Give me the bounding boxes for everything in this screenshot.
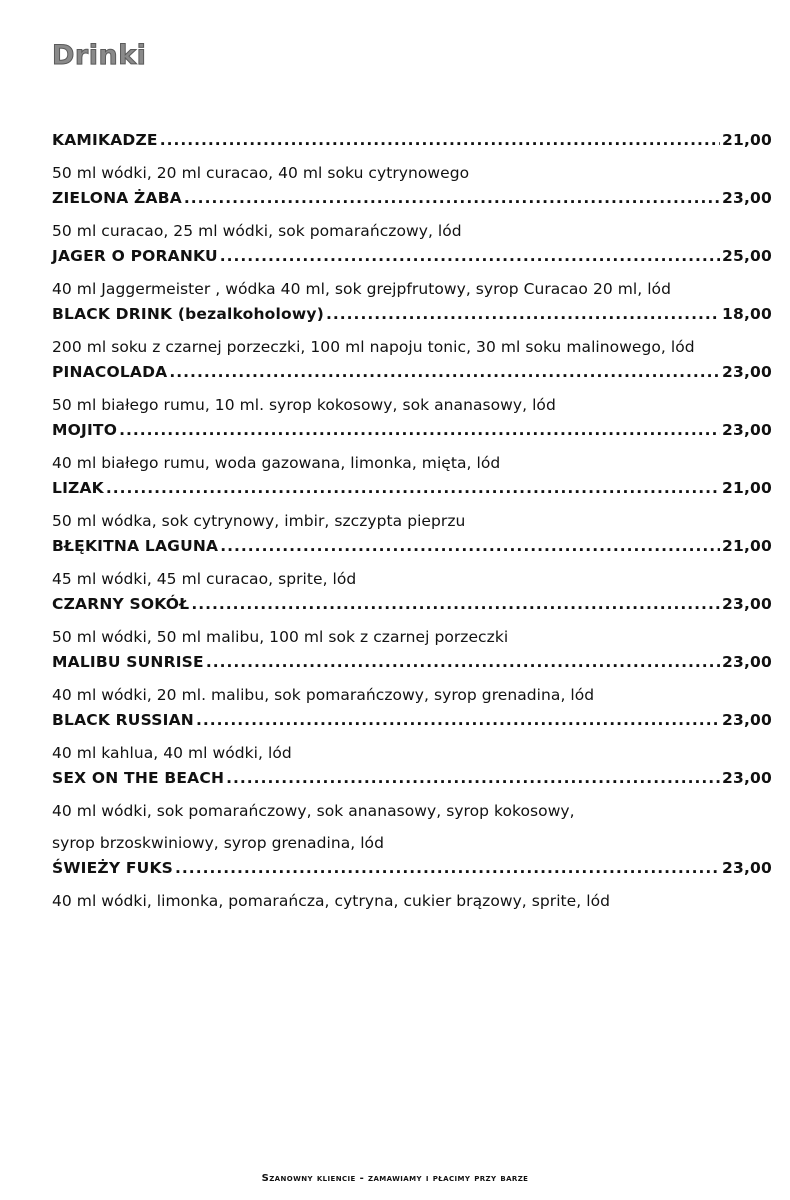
drink-name: SEX ON THE BEACH — [52, 769, 225, 787]
dot-leader — [196, 711, 720, 729]
menu-item-header — [52, 363, 772, 389]
drink-name: PINACOLADA — [52, 363, 168, 381]
dot-leader — [220, 537, 720, 555]
drink-price: 25,00 — [721, 247, 772, 265]
menu-item-header — [52, 247, 772, 273]
drink-name: CZARNY SOKÓŁ — [52, 595, 190, 613]
drink-price: 23,00 — [721, 595, 772, 613]
footer-notice: Szanowny kliencie - zamawiamy i płacimy przy barze — [261, 1173, 529, 1184]
drink-name: BLACK RUSSIAN — [52, 711, 194, 729]
menu-item — [52, 305, 772, 363]
menu-item — [52, 247, 772, 305]
dot-leader — [191, 595, 720, 613]
dot-leader — [106, 479, 720, 497]
menu-item — [52, 131, 772, 189]
drink-ingredients: 40 ml wódki, sok pomarańczowy, sok ananasowy, syrop kokosowy, — [52, 802, 575, 820]
drink-name: MOJITO — [52, 421, 118, 439]
dot-leader — [169, 363, 720, 381]
drink-ingredients: 50 ml białego rumu, 10 ml. syrop kokosowy, sok ananasowy, lód — [52, 396, 556, 414]
menu-item-header — [52, 711, 772, 737]
dot-leader — [160, 131, 720, 149]
drink-price: 18,00 — [721, 305, 772, 323]
menu-item-header — [52, 537, 772, 563]
drink-price: 21,00 — [721, 479, 772, 497]
drink-ingredients: 40 ml wódki, 20 ml. malibu, sok pomarańczowy, syrop grenadina, lód — [52, 686, 595, 704]
dot-leader — [184, 189, 720, 207]
menu-item-header — [52, 859, 772, 885]
drink-name: KAMIKADZE — [52, 131, 158, 149]
menu-item-header — [52, 769, 772, 795]
drink-price: 23,00 — [721, 711, 772, 729]
menu-item — [52, 363, 772, 421]
drink-name: BŁĘKITNA LAGUNA — [52, 537, 219, 555]
drink-price: 23,00 — [721, 769, 772, 787]
drink-ingredients: 40 ml białego rumu, woda gazowana, limonka, mięta, lód — [52, 454, 501, 472]
drink-ingredients: 50 ml curacao, 25 ml wódki, sok pomarańczowy, lód — [52, 222, 462, 240]
drink-ingredients: 50 ml wódki, 50 ml malibu, 100 ml sok z czarnej porzeczki — [52, 628, 509, 646]
drink-name: BLACK DRINK (bezalkoholowy) — [52, 305, 324, 323]
drink-ingredients: 40 ml Jaggermeister , wódka 40 ml, sok grejpfrutowy, syrop Curacao 20 ml, lód — [52, 280, 671, 298]
drink-name: LIZAK — [52, 479, 104, 497]
drink-ingredients: 45 ml wódki, 45 ml curacao, sprite, lód — [52, 570, 357, 588]
menu-item-header — [52, 305, 772, 331]
drink-price: 23,00 — [721, 363, 772, 381]
page-title: Drinki — [52, 40, 147, 71]
menu-item-header — [52, 131, 772, 157]
menu-item — [52, 421, 772, 479]
drink-name: MALIBU SUNRISE — [52, 653, 204, 671]
drinks-menu — [52, 131, 772, 917]
drink-ingredients: 40 ml kahlua, 40 ml wódki, lód — [52, 744, 292, 762]
menu-item — [52, 859, 772, 917]
drink-name: ZIELONA ŻABA — [52, 189, 182, 207]
drink-price: 23,00 — [721, 653, 772, 671]
menu-item-header — [52, 653, 772, 679]
drink-price: 23,00 — [721, 189, 772, 207]
menu-item-header — [52, 595, 772, 621]
menu-item — [52, 189, 772, 247]
drink-name: JAGER O PORANKU — [52, 247, 218, 265]
dot-leader — [119, 421, 720, 439]
drink-price: 23,00 — [721, 859, 772, 877]
menu-item — [52, 537, 772, 595]
menu-item-header — [52, 189, 772, 215]
drink-ingredients: 200 ml soku z czarnej porzeczki, 100 ml napoju tonic, 30 ml soku malinowego, lód — [52, 338, 695, 356]
dot-leader — [175, 859, 720, 877]
menu-item-header — [52, 479, 772, 505]
drink-ingredients: 50 ml wódka, sok cytrynowy, imbir, szczypta pieprzu — [52, 512, 466, 530]
menu-item — [52, 595, 772, 653]
drink-price: 21,00 — [721, 131, 772, 149]
dot-leader — [220, 247, 720, 265]
menu-item — [52, 769, 772, 859]
dot-leader — [206, 653, 720, 671]
drink-name: ŚWIEŻY FUKS — [52, 859, 174, 877]
drink-ingredients: 40 ml wódki, limonka, pomarańcza, cytryna, cukier brązowy, sprite, lód — [52, 892, 610, 910]
dot-leader — [226, 769, 720, 787]
dot-leader — [326, 305, 720, 323]
menu-item-header — [52, 421, 772, 447]
drink-ingredients: syrop brzoskwiniowy, syrop grenadina, lód — [52, 834, 384, 852]
drink-price: 21,00 — [721, 537, 772, 555]
menu-item — [52, 479, 772, 537]
drink-price: 23,00 — [721, 421, 772, 439]
menu-item — [52, 653, 772, 711]
drink-ingredients: 50 ml wódki, 20 ml curacao, 40 ml soku cytrynowego — [52, 164, 470, 182]
menu-item — [52, 711, 772, 769]
